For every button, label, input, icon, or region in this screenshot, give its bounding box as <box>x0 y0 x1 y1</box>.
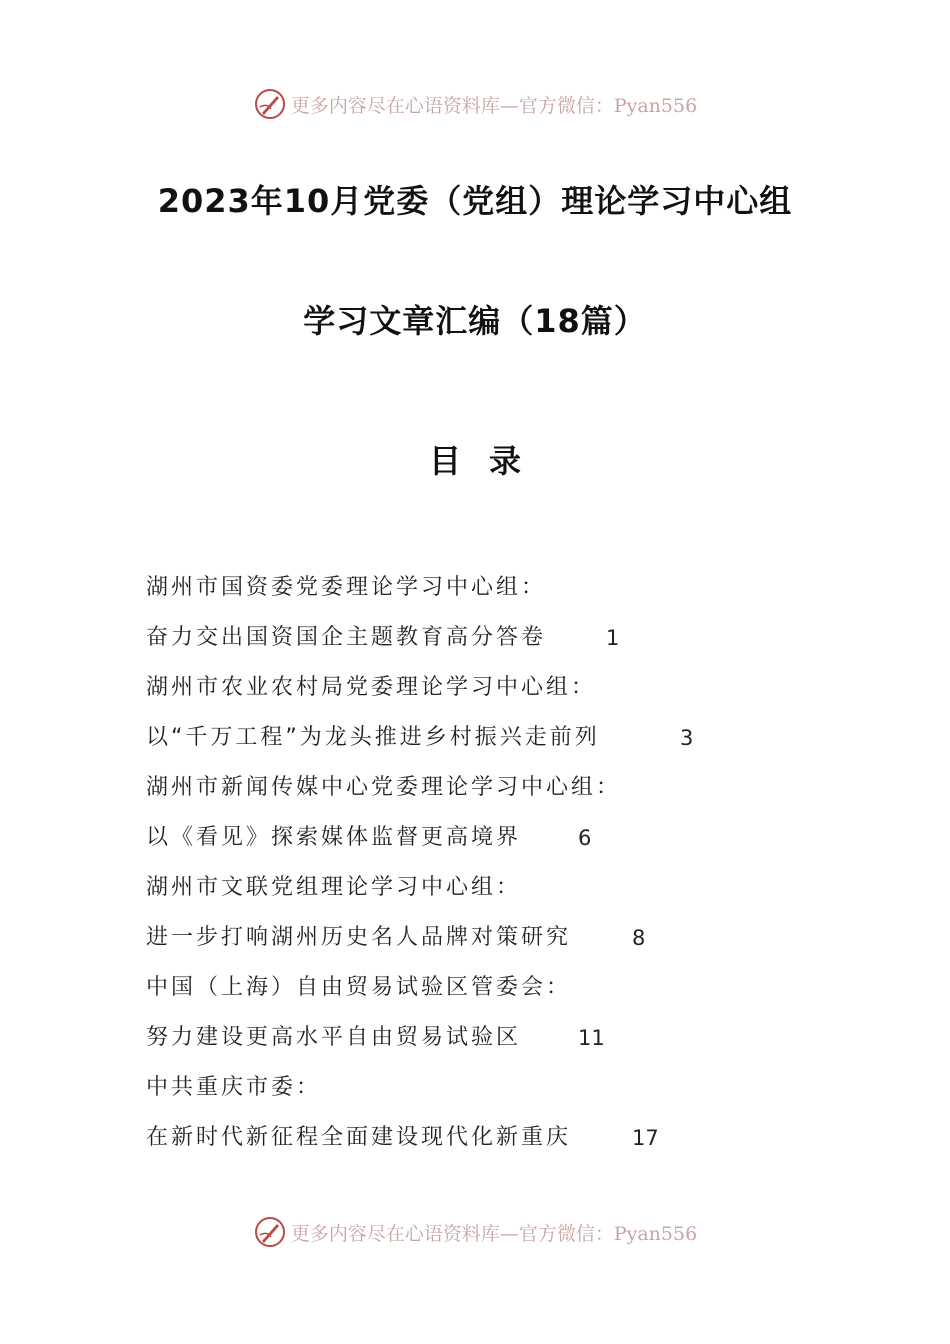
toc-page-number: 3 <box>680 726 694 750</box>
document-title-line2: 学习文章汇编（18篇） <box>303 302 647 340</box>
toc-org-line: 湖州市农业农村局党委理论学习中心组： <box>146 675 597 700</box>
document-title-line1: 2023年10月党委（党组）理论学习中心组 <box>157 182 793 220</box>
table-of-contents <box>146 566 846 1166</box>
toc-heading: 目录 <box>428 442 549 480</box>
quill-logo-icon <box>253 87 287 121</box>
footer-watermark <box>0 1212 950 1252</box>
toc-org-line: 中国（上海）自由贸易试验区管委会： <box>146 975 572 1000</box>
toc-article-title: 努力建设更高水平自由贸易试验区 <box>146 1025 522 1050</box>
watermark-text: 更多内容尽在心语资料库—官方微信：Pyan556 <box>290 1222 698 1245</box>
toc-article-line[interactable] <box>146 916 846 966</box>
toc-article-line[interactable] <box>146 816 846 866</box>
header-watermark <box>0 84 950 124</box>
quill-logo-icon <box>253 1215 287 1249</box>
toc-org-line: 湖州市新闻传媒中心党委理论学习中心组： <box>146 775 622 800</box>
toc-article-line[interactable] <box>146 716 846 766</box>
toc-article-title: 奋力交出国资国企主题教育高分答卷 <box>146 625 547 650</box>
toc-article-title: 以《看见》探索媒体监督更高境界 <box>146 825 522 850</box>
toc-article-line[interactable] <box>146 1016 846 1066</box>
toc-org-line: 湖州市文联党组理论学习中心组： <box>146 875 522 900</box>
toc-page-number: 8 <box>632 926 646 950</box>
toc-org-line: 湖州市国资委党委理论学习中心组： <box>146 575 547 600</box>
toc-org-line: 中共重庆市委： <box>146 1075 322 1100</box>
toc-page-number: 11 <box>578 1026 605 1050</box>
toc-article-line[interactable] <box>146 1116 846 1166</box>
toc-page-number: 17 <box>632 1126 659 1150</box>
toc-page-number: 6 <box>578 826 592 850</box>
toc-page-number: 1 <box>606 626 620 650</box>
toc-article-title: 在新时代新征程全面建设现代化新重庆 <box>146 1125 572 1150</box>
toc-article-line[interactable] <box>146 616 846 666</box>
watermark-text: 更多内容尽在心语资料库—官方微信：Pyan556 <box>290 94 698 117</box>
toc-article-title: 以“千万工程”为龙头推进乡村振兴走前列 <box>146 725 600 750</box>
toc-article-title: 进一步打响湖州历史名人品牌对策研究 <box>146 925 572 950</box>
